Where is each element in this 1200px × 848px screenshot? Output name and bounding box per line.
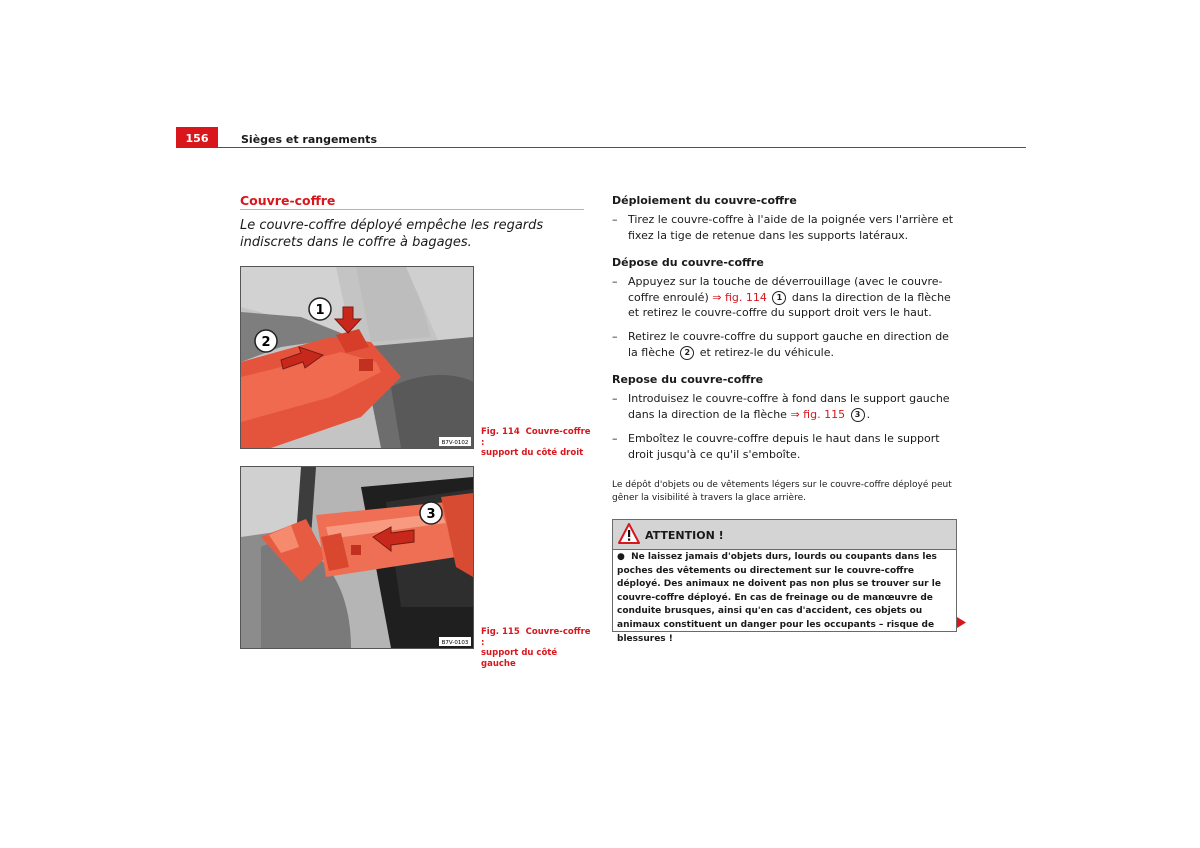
step-text: Tirez le couvre-coffre à l'aide de la poignée vers l'arrière et fixez la tige de retenue dans les supports latéraux. [628, 213, 954, 242]
warning-header [613, 520, 956, 550]
dash: – [612, 330, 618, 343]
dash: – [612, 432, 618, 445]
section-title: Couvre-coffre [240, 193, 336, 208]
caption-line1: Couvre-coffre : [481, 427, 591, 448]
caption-line2: support du côté droit [481, 448, 584, 458]
depose-step-1 [612, 274, 957, 321]
caption-line1: Couvre-coffre : [481, 627, 591, 648]
repose-heading: Repose du couvre-coffre [612, 373, 764, 386]
callout-3: 3 [426, 507, 436, 522]
deploiement-heading: Déploiement du couvre-coffre [612, 194, 797, 207]
figure-reference-link[interactable]: ⇒ fig. 115 [790, 407, 846, 421]
continue-arrow-icon [957, 617, 966, 628]
warning-title: ATTENTION ! [645, 529, 724, 542]
callout-2: 2 [261, 335, 271, 350]
figure-code: B7V-0103 [441, 640, 469, 646]
section-intro: Le couvre-coffre déployé empêche les regards indiscrets dans le coffre à bagages. [240, 218, 544, 250]
warning-triangle-icon [618, 523, 640, 544]
step-text: Emboîtez le couvre-coffre depuis le haut dans le support droit jusqu'à ce qu'il s'emboîte. [628, 432, 940, 461]
caption-number: Fig. 115 [481, 627, 520, 637]
bullet-icon: ● [617, 552, 625, 562]
step-text-cont: . [866, 407, 871, 421]
deploiement-step-1 [612, 212, 957, 243]
caption-line2: support du côté gauche [481, 648, 558, 669]
dash: – [612, 213, 618, 226]
step-text: Introduisez le couvre-coffre à fond dans le support gauche dans la direction de la flèche [628, 392, 950, 421]
repose-step-2 [612, 431, 957, 462]
dash: – [612, 275, 618, 288]
depose-heading: Dépose du couvre-coffre [612, 256, 764, 269]
figure-reference-link[interactable]: ⇒ fig. 114 [712, 290, 767, 304]
figure-115-image [240, 466, 474, 649]
section-rule [240, 209, 584, 210]
header-rule [176, 147, 1026, 148]
warning-body [613, 550, 956, 646]
page-number: 156 [176, 127, 218, 148]
step-text-cont: et retirez-le du véhicule. [699, 345, 834, 359]
step-text: Appuyez sur la touche de déverrouillage (avec le couvre-coffre enroulé) [628, 275, 943, 304]
repose-step-1 [612, 391, 957, 422]
callout-1: 1 [315, 303, 325, 318]
chapter-title: Sièges et rangements [241, 133, 377, 146]
warning-text: Ne laissez jamais d'objets durs, lourds ou coupants dans les poches des vêtements ou directement sur le couvre-coffre déployé. Des animaux ne doivent pas non plus se trouver sur le couvre-coffre déployé. En cas de freinage ou de manœuvre de conduite brusques, ainsi qu'en cas d'accident, ces objets ou animaux constituent un danger pour les occupants – risque de blessures ! [617, 552, 941, 644]
caption-number: Fig. 114 [481, 427, 520, 437]
note-text: Le dépôt d'objets ou de vêtements légers sur le couvre-coffre déployé peut gêner la visibilité à travers la glace arrière. [612, 480, 952, 503]
figure-code: B7V-0102 [441, 440, 469, 446]
callout-number: 1 [772, 291, 786, 305]
depose-step-2 [612, 329, 957, 360]
callout-number: 3 [851, 408, 865, 422]
figure-114-image [240, 266, 474, 449]
step-text: Retirez le couvre-coffre du support gauche en direction de la flèche [628, 330, 949, 359]
dash: – [612, 392, 618, 405]
step-text-cont: dans la direction de la flèche et retirez le couvre-coffre du support droit vers le haut. [628, 290, 951, 319]
callout-number: 2 [680, 346, 694, 360]
warning-box [612, 519, 957, 644]
figure-115-caption [481, 627, 591, 669]
figure-114-caption [481, 427, 591, 459]
